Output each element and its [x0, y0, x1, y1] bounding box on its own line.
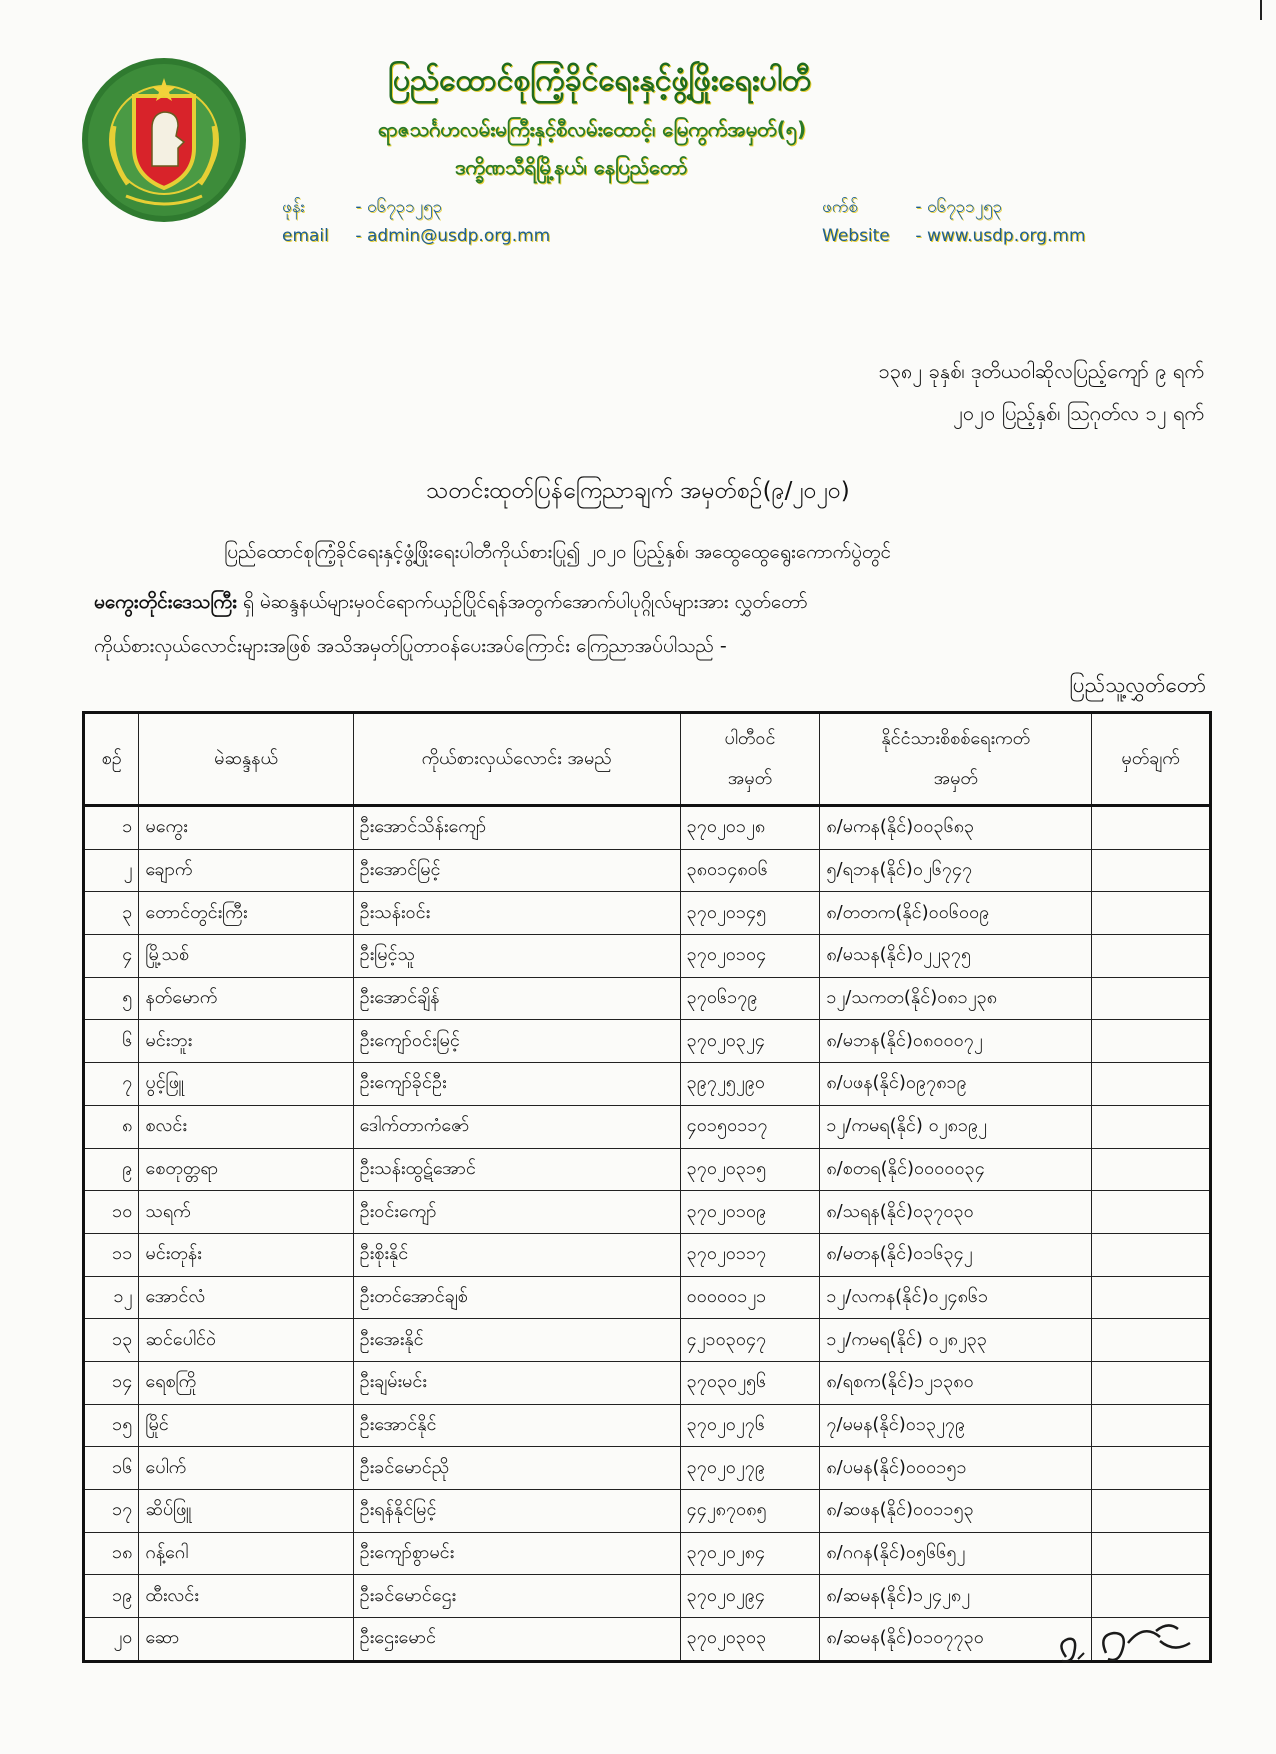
- address-line-1: ရာဇသင်္ဂဟလမ်းမကြီးနှင့်စီလမ်းထောင့်၊ မြေကွက်အမှတ်(၅): [378, 117, 807, 141]
- cell-constituency: ချောက်: [139, 849, 353, 892]
- fax-value: - ၀၆၇၃၁၂၅၃: [915, 197, 1003, 217]
- paragraph-line-1: ပြည်ထောင်စုကြံ့ခိုင်ရေးနှင့်ဖွံ့ဖြိုးရေးပါတီကိုယ်စားပြု၍ ၂၀၂၀ ပြည့်နှစ်၊ အထွေထွေရွေးကောက်ပွဲတွင်: [224, 541, 892, 563]
- cell-constituency: ဆင်ပေါင်ဝဲ: [139, 1319, 353, 1362]
- cell-constituency: ရေစကြို: [139, 1361, 353, 1404]
- gregorian-date: ၂၀၂၀ ပြည့်နှစ်၊ ဩဂုတ်လ ၁၂ ရက်: [953, 401, 1204, 425]
- cell-nrc: ၈/ပမန(နိုင်)၀၀၀၁၅၁: [820, 1447, 1092, 1490]
- cell-candidate-name: ဦးအောင်မြင့်: [353, 849, 680, 892]
- cell-party-id: ၃၇၀၂၀၃၁၅: [680, 1148, 820, 1191]
- contact-website: [822, 226, 1086, 246]
- table-body: [84, 806, 1211, 1662]
- cell-remark: [1092, 806, 1211, 850]
- website-value: - www.usdp.org.mm: [915, 226, 1086, 246]
- region-name: မကွေးတိုင်းဒေသကြီး: [94, 591, 237, 613]
- cell-nrc: ၈/ဂဂန(နိုင်)၀၅၆၆၅၂: [820, 1532, 1092, 1575]
- cell-serial: ၁၂: [84, 1276, 139, 1319]
- phone-value: - ၀၆၇၃၁၂၅၃: [355, 197, 443, 217]
- cell-candidate-name: ဦးစိုးနိုင်: [353, 1233, 680, 1276]
- cell-constituency: မြိုင်: [139, 1404, 353, 1447]
- header-candidate-name: ကိုယ်စားလှယ်လောင်း အမည်: [353, 713, 680, 806]
- cell-candidate-name: ဦးအောင်ချိန်: [353, 977, 680, 1020]
- cell-serial: ၁၇: [84, 1490, 139, 1533]
- cell-constituency: စလင်း: [139, 1105, 353, 1148]
- cell-party-id: ၃၇၀၂၀၂၇၉: [680, 1447, 820, 1490]
- cell-nrc: ၈/မကန(နိုင်)၀၀၃၆၈၃: [820, 806, 1092, 850]
- cell-constituency: ထီးလင်း: [139, 1575, 353, 1618]
- cell-nrc: ၁၂/လကန(နိုင်)၀၂၄၈၆၁: [820, 1276, 1092, 1319]
- cell-remark: [1092, 1404, 1211, 1447]
- cell-candidate-name: ဦးသန်းထွဋ်အောင်: [353, 1148, 680, 1191]
- cell-constituency: စေတုတ္တရာ: [139, 1148, 353, 1191]
- address-line-2: ဒက္ခိဏသီရိမြို့နယ်၊ နေပြည်တော်: [455, 155, 688, 179]
- paragraph-line-3: ကိုယ်စားလှယ်လောင်းများအဖြစ် အသိအမှတ်ပြုတာဝန်ပေးအပ်ကြောင်း ကြေညာအပ်ပါသည် -: [94, 635, 727, 657]
- cell-serial: ၁၃: [84, 1319, 139, 1362]
- cell-serial: ၂: [84, 849, 139, 892]
- cell-remark: [1092, 1490, 1211, 1533]
- table-row: [84, 1063, 1211, 1106]
- cell-nrc: ၈/စတရ(နိုင်)၀၀၀၀၀၃၄: [820, 1148, 1092, 1191]
- cell-party-id: ၄၀၁၅၀၁၁၇: [680, 1105, 820, 1148]
- cell-constituency: မြို့သစ်: [139, 935, 353, 978]
- cell-party-id: ၃၇၀၆၁၇၉: [680, 977, 820, 1020]
- cell-nrc: ၈/ပဖန(နိုင်)၀၉၇၈၁၉: [820, 1063, 1092, 1106]
- paragraph-line-2-text: ရှိ မဲဆန္ဒနယ်များမှဝင်ရောက်ယှဉ်ပြိုင်ရန်အတွက်အောက်ပါပုဂ္ဂိုလ်များအား လွှတ်တော်: [236, 591, 808, 613]
- table-row: [84, 1148, 1211, 1191]
- contact-fax: [822, 196, 1002, 221]
- cell-remark: [1092, 1447, 1211, 1490]
- cell-candidate-name: ဦးချမ်းမင်း: [353, 1361, 680, 1404]
- cell-remark: [1092, 1020, 1211, 1063]
- cell-candidate-name: ဒေါက်တာကံဇော်: [353, 1105, 680, 1148]
- cell-constituency: ပွင့်ဖြူ: [139, 1063, 353, 1106]
- cell-remark: [1092, 977, 1211, 1020]
- table-row: [84, 1490, 1211, 1533]
- house-label: ပြည်သူ့လွှတ်တော်: [1069, 673, 1206, 697]
- cell-candidate-name: ဦးကျော်ဝင်းမြင့်: [353, 1020, 680, 1063]
- cell-serial: ၁၁: [84, 1233, 139, 1276]
- cell-remark: [1092, 1276, 1211, 1319]
- cell-candidate-name: ဦးခင်မောင်ဌေး: [353, 1575, 680, 1618]
- table-row: [84, 1105, 1211, 1148]
- table-row: [84, 849, 1211, 892]
- cell-serial: ၂၀: [84, 1618, 139, 1662]
- party-logo-icon: [80, 56, 248, 224]
- table-row: [84, 1575, 1211, 1618]
- cell-constituency: အောင်လံ: [139, 1276, 353, 1319]
- document-title: သတင်းထုတ်ပြန်ကြေညာချက် အမှတ်စဉ်(၉/၂၀၂၀): [426, 478, 850, 504]
- cell-party-id: ၃၇၀၂၀၁၀၉: [680, 1191, 820, 1234]
- cell-candidate-name: ဦးမြင့်သူ: [353, 935, 680, 978]
- paragraph-line-2: [94, 590, 1204, 618]
- cell-nrc: ၁၂/သကတ(နိုင်)၀၈၁၂၃၈: [820, 977, 1092, 1020]
- table-row: [84, 1361, 1211, 1404]
- cell-remark: [1092, 1063, 1211, 1106]
- cell-constituency: ဂန့်ဂေါ: [139, 1532, 353, 1575]
- cell-serial: ၉: [84, 1148, 139, 1191]
- cell-candidate-name: ဦးကျော်ခိုင်ဦး: [353, 1063, 680, 1106]
- cell-remark: [1092, 1575, 1211, 1618]
- cell-nrc: ၇/မမန(နိုင်)၀၁၃၂၇၉: [820, 1404, 1092, 1447]
- fax-label: ဖက်စ်: [822, 197, 858, 217]
- table-row: [84, 977, 1211, 1020]
- cell-serial: ၆: [84, 1020, 139, 1063]
- cell-remark: [1092, 849, 1211, 892]
- cell-party-id: ၃၇၀၂၀၁၀၄: [680, 935, 820, 978]
- table-row: [84, 1191, 1211, 1234]
- cell-candidate-name: ဦးဝင်းကျော်: [353, 1191, 680, 1234]
- cell-candidate-name: ဦးကျော်စွာမင်း: [353, 1532, 680, 1575]
- email-value: - admin@usdp.org.mm: [355, 226, 551, 246]
- table-row: [84, 1276, 1211, 1319]
- cell-nrc: ၈/မဘန(နိုင်)၀၈၀၀၀၇၂: [820, 1020, 1092, 1063]
- table-row: [84, 1404, 1211, 1447]
- cell-remark: [1092, 1105, 1211, 1148]
- table-header-row: [84, 713, 1211, 806]
- cell-party-id: ၃၈၀၁၄၈၀၆: [680, 849, 820, 892]
- cell-candidate-name: ဦးသန်းဝင်း: [353, 892, 680, 935]
- cell-party-id: ၀၀၀၀၀၁၂၁: [680, 1276, 820, 1319]
- cell-serial: ၁၄: [84, 1361, 139, 1404]
- cell-party-id: ၃၇၀၂၀၃၀၃: [680, 1618, 820, 1662]
- table-row: [84, 1020, 1211, 1063]
- table-row: [84, 1532, 1211, 1575]
- cell-constituency: ဆိပ်ဖြူ: [139, 1490, 353, 1533]
- cell-remark: [1092, 1532, 1211, 1575]
- cell-party-id: ၄၂၁၀၃၀၄၇: [680, 1319, 820, 1362]
- cell-constituency: မင်းဘူး: [139, 1020, 353, 1063]
- cell-constituency: မကွေး: [139, 806, 353, 850]
- cell-serial: ၁၆: [84, 1447, 139, 1490]
- cell-nrc: ၁၂/ကမရ(နိုင်) ၀၂၈၁၉၂: [820, 1105, 1092, 1148]
- contact-phone: [282, 196, 442, 221]
- cell-nrc: ၅/ရဘန(နိုင်)၀၂၆၇၄၇: [820, 849, 1092, 892]
- table-row: [84, 1319, 1211, 1362]
- cell-constituency: ပေါက်: [139, 1447, 353, 1490]
- cell-nrc: ၈/ဆဖန(နိုင်)၀၀၁၁၅၃: [820, 1490, 1092, 1533]
- header-remark: မှတ်ချက်: [1092, 713, 1211, 806]
- cell-constituency: နတ်မောက်: [139, 977, 353, 1020]
- cell-serial: ၁၅: [84, 1404, 139, 1447]
- cell-remark: [1092, 935, 1211, 978]
- cell-nrc: ၈/ရစက(နိုင်)၁၂၁၃၈၀: [820, 1361, 1092, 1404]
- cell-remark: [1092, 1319, 1211, 1362]
- cell-party-id: ၄၄၂၈၇၀၈၅: [680, 1490, 820, 1533]
- cell-party-id: ၃၇၀၂၀၁၁၇: [680, 1233, 820, 1276]
- cell-remark: [1092, 1361, 1211, 1404]
- header-party-id: ပါတီဝင် အမှတ်: [680, 713, 820, 806]
- cell-constituency: တောင်တွင်းကြီး: [139, 892, 353, 935]
- cell-candidate-name: ဦးအောင်နိုင်: [353, 1404, 680, 1447]
- cell-nrc: ၈/မသန(နိုင်)၀၂၂၃၇၅: [820, 935, 1092, 978]
- cell-constituency: မင်းတုန်း: [139, 1233, 353, 1276]
- cell-serial: ၁၈: [84, 1532, 139, 1575]
- table-row: [84, 1233, 1211, 1276]
- table-row: [84, 806, 1211, 850]
- cell-serial: ၄: [84, 935, 139, 978]
- cell-candidate-name: ဦးခင်မောင်ညို: [353, 1447, 680, 1490]
- cell-constituency: ဆော: [139, 1618, 353, 1662]
- cell-party-id: ၃၇၀၂၀၁၄၅: [680, 892, 820, 935]
- party-name: ပြည်ထောင်စုကြံ့ခိုင်ရေးနှင့်ဖွံ့ဖြိုးရေးပါတီ: [388, 63, 812, 98]
- cell-serial: ၈: [84, 1105, 139, 1148]
- header-serial: စဉ်: [84, 713, 139, 806]
- cell-nrc: ၁၂/ကမရ(နိုင်) ၀၂၈၂၃၃: [820, 1319, 1092, 1362]
- table-row: [84, 892, 1211, 935]
- myanmar-date: ၁၃၈၂ ခုနှစ်၊ ဒုတိယဝါဆိုလပြည့်ကျော် ၉ ရက်: [878, 359, 1204, 383]
- table-row: [84, 1618, 1211, 1662]
- cell-serial: ၁: [84, 806, 139, 850]
- contact-email: [282, 226, 550, 246]
- cell-candidate-name: ဦးအောင်သိန်းကျော်: [353, 806, 680, 850]
- cell-serial: ၃: [84, 892, 139, 935]
- cell-party-id: ၃၇၀၂၀၂၇၆: [680, 1404, 820, 1447]
- cell-remark: [1092, 1191, 1211, 1234]
- cell-nrc: ၈/ဆမန(နိုင်)၀၁၀၇၇၃၀: [820, 1618, 1092, 1662]
- cell-party-id: ၃၉၇၂၅၂၉၀: [680, 1063, 820, 1106]
- cell-nrc: ၈/သရန(နိုင်)၀၃၇၀၃၀: [820, 1191, 1092, 1234]
- cell-serial: ၇: [84, 1063, 139, 1106]
- cell-remark: [1092, 1233, 1211, 1276]
- cell-nrc: ၈/တတက(နိုင်)၀၀၆၀၀၉: [820, 892, 1092, 935]
- candidate-table: [82, 711, 1212, 1663]
- phone-label: ဖုန်း: [282, 197, 305, 217]
- header-nrc: နိုင်ငံသားစိစစ်ရေးကတ် အမှတ်: [820, 713, 1092, 806]
- page-edge-mark: [1260, 0, 1262, 20]
- cell-party-id: ၃၇၀၃၀၂၅၆: [680, 1361, 820, 1404]
- cell-candidate-name: ဦးရန်နိုင်မြင့်: [353, 1490, 680, 1533]
- header-constituency: မဲဆန္ဒနယ်: [139, 713, 353, 806]
- cell-candidate-name: ဦးအေးနိုင်: [353, 1319, 680, 1362]
- cell-nrc: ၈/ဆမန(နိုင်)၁၂၄၂၈၂: [820, 1575, 1092, 1618]
- cell-party-id: ၃၇၀၂၀၁၂၈: [680, 806, 820, 850]
- cell-candidate-name: ဦးဌေးမောင်: [353, 1618, 680, 1662]
- cell-nrc: ၈/မတန(နိုင်)၀၁၆၃၄၂: [820, 1233, 1092, 1276]
- cell-remark: [1092, 892, 1211, 935]
- cell-serial: ၁၀: [84, 1191, 139, 1234]
- cell-candidate-name: ဦးတင်အောင်ချစ်: [353, 1276, 680, 1319]
- cell-party-id: ၃၇၀၂၀၃၂၄: [680, 1020, 820, 1063]
- cell-serial: ၁၉: [84, 1575, 139, 1618]
- signature-icon: [1048, 1613, 1208, 1669]
- website-label: Website: [822, 226, 890, 246]
- cell-constituency: သရက်: [139, 1191, 353, 1234]
- table-row: [84, 1447, 1211, 1490]
- table-row: [84, 935, 1211, 978]
- cell-party-id: ၃၇၀၂၀၂၈၄: [680, 1532, 820, 1575]
- cell-remark: [1092, 1148, 1211, 1191]
- cell-party-id: ၃၇၀၂၀၂၉၄: [680, 1575, 820, 1618]
- cell-serial: ၅: [84, 977, 139, 1020]
- email-label: email: [282, 226, 329, 246]
